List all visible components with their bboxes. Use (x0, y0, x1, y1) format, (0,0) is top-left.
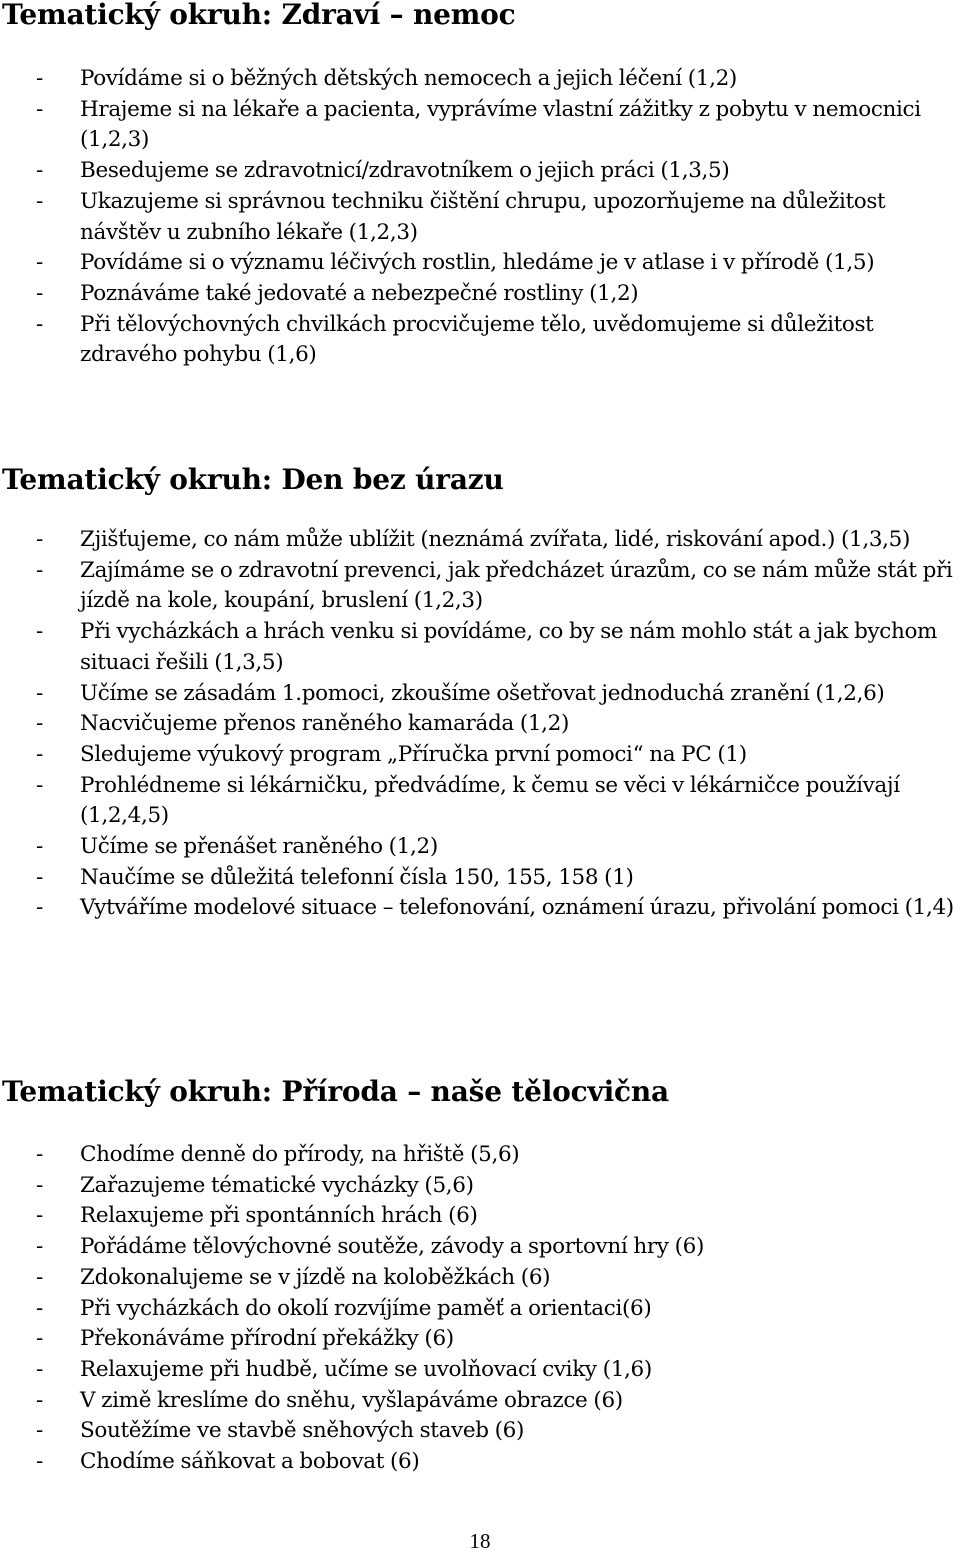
list-dash: - (36, 1264, 43, 1290)
list-item-text: Učíme se zásadám 1.pomoci, zkoušíme ošetřovat jednoduchá zranění (1,2,6) (80, 680, 885, 706)
list-dash: - (36, 557, 43, 583)
list-item-text: Při vycházkách a hrách venku si povídáme, co by se nám mohlo stát a jak bychom situaci řešili (1,3,5) (80, 619, 938, 675)
list-dash: - (36, 1418, 43, 1444)
list-item (0, 863, 960, 894)
list-item-text: Zajímáme se o zdravotní prevenci, jak předcházet úrazům, co se nám může stát při jízdě na kole, koupání, bruslení (1,2,3) (80, 557, 953, 614)
list-dash: - (36, 834, 43, 860)
list-dash: - (36, 527, 43, 552)
list-dash: - (36, 158, 43, 184)
section-heading: Tematický okruh: Zdraví – nemoc (2, 0, 516, 31)
list-item (0, 1232, 960, 1263)
list-item (0, 1201, 960, 1232)
list-item (0, 709, 960, 740)
list-dash: - (36, 1203, 43, 1229)
list-item (0, 893, 960, 924)
list-item (0, 187, 960, 248)
list-item (0, 95, 960, 156)
list-dash: - (36, 280, 43, 306)
list-dash: - (36, 711, 43, 737)
section-heading: Tematický okruh: Den bez úrazu (2, 463, 504, 496)
list-dash: - (36, 895, 43, 921)
list-dash: - (36, 772, 43, 798)
list-dash: - (36, 1142, 43, 1167)
list-item-text: Zdokonalujeme se v jízdě na koloběžkách (6) (80, 1264, 551, 1290)
list-dash: - (36, 680, 43, 706)
list-dash: - (36, 1356, 43, 1382)
list-item (0, 1263, 960, 1294)
list-item (0, 525, 960, 556)
list-item-text: Povídáme si o běžných dětských nemocech a jejich léčení (1,2) (80, 66, 737, 91)
list-item-text: Nacvičujeme přenos raněného kamaráda (1,2) (80, 711, 570, 737)
list-item-text: V zimě kreslíme do sněhu, vyšlapáváme obrazce (6) (80, 1387, 623, 1413)
list-item (0, 310, 960, 371)
section-zdravi-nemoc (0, 0, 960, 371)
list-item-text: Ukazujeme si správnou techniku čištění chrupu, upozorňujeme na důležitost návštěv u zubního lékaře (1,2,3) (80, 188, 886, 245)
list-item (0, 1355, 960, 1386)
activity-list (0, 1140, 960, 1478)
activity-list (0, 525, 960, 924)
list-item (0, 832, 960, 863)
list-item-text: Prohlédneme si lékárničku, předvádíme, k čemu se věci v lékárničce používají (1,2,4,5) (80, 772, 900, 829)
list-item (0, 248, 960, 279)
list-item-text: Chodíme sáňkovat a bobovat (6) (80, 1449, 420, 1475)
list-item-text: Soutěžíme ve stavbě sněhových staveb (6) (80, 1418, 525, 1444)
list-dash: - (36, 1449, 43, 1475)
list-item-text: Chodíme denně do přírody, na hřiště (5,6) (80, 1142, 520, 1167)
list-dash: - (36, 1295, 43, 1321)
list-item-text: Pořádáme tělovýchovné soutěže, závody a sportovní hry (6) (80, 1234, 704, 1260)
list-item (0, 279, 960, 310)
list-item-text: Sledujeme výukový program „Příručka první pomoci“ na PC (1) (80, 741, 747, 767)
list-dash: - (36, 311, 43, 337)
list-item-text: Zařazujeme tématické vycházky (5,6) (80, 1172, 474, 1198)
list-item-text: Překonáváme přírodní překážky (6) (80, 1326, 454, 1352)
list-item-text: Poznáváme také jedovaté a nebezpečné rostliny (1,2) (80, 280, 639, 306)
list-item (0, 1171, 960, 1202)
list-item (0, 617, 960, 678)
list-item (0, 1294, 960, 1325)
list-dash: - (36, 864, 43, 890)
list-item-text: Povídáme si o významu léčivých rostlin, hledáme je v atlase i v přírodě (1,5) (80, 250, 875, 276)
list-dash: - (36, 188, 43, 214)
list-item (0, 1140, 960, 1171)
list-dash: - (36, 250, 43, 276)
section-den-bez-urazu (0, 462, 960, 924)
section-priroda-telocvicna (0, 1074, 960, 1478)
list-item-text: Hrajeme si na lékaře a pacienta, vyprávíme vlastní zážitky z pobytu v nemocnici (1,2,3) (80, 96, 921, 153)
section-heading: Tematický okruh: Příroda – naše tělocvična (2, 1075, 669, 1108)
list-item-text: Při tělovýchovných chvilkách procvičujeme tělo, uvědomujeme si důležitost zdravého pohybu (1,6) (80, 311, 874, 368)
list-item-text: Učíme se přenášet raněného (1,2) (80, 834, 438, 860)
list-item (0, 1386, 960, 1417)
list-dash: - (36, 741, 43, 767)
list-dash: - (36, 1326, 43, 1352)
list-dash: - (36, 1234, 43, 1260)
list-item (0, 1447, 960, 1478)
page-number: 18 (469, 1529, 491, 1553)
list-item (0, 556, 960, 617)
list-dash: - (36, 1172, 43, 1198)
list-dash: - (36, 96, 43, 122)
activity-list (0, 64, 960, 371)
list-item (0, 771, 960, 832)
list-item (0, 740, 960, 771)
list-item-text: Relaxujeme při spontánních hrách (6) (80, 1203, 478, 1229)
list-item-text: Naučíme se důležitá telefonní čísla 150, 155, 158 (1) (80, 864, 634, 890)
list-item (0, 679, 960, 710)
list-item (0, 156, 960, 187)
list-item-text: Besedujeme se zdravotnicí/zdravotníkem o jejich práci (1,3,5) (80, 158, 730, 184)
list-item (0, 1416, 960, 1447)
list-dash: - (36, 619, 43, 645)
list-item (0, 1324, 960, 1355)
list-item-text: Vytváříme modelové situace – telefonování, oznámení úrazu, přivolání pomoci (1,4) (80, 895, 954, 921)
list-dash: - (36, 1387, 43, 1413)
list-item-text: Relaxujeme při hudbě, učíme se uvolňovací cviky (1,6) (80, 1356, 652, 1382)
list-item (0, 64, 960, 95)
list-item-text: Zjišťujeme, co nám může ublížit (neznámá zvířata, lidé, riskování apod.) (1,3,5) (80, 527, 911, 552)
list-item-text: Při vycházkách do okolí rozvíjíme paměť a orientaci(6) (80, 1295, 652, 1321)
list-dash: - (36, 66, 43, 91)
